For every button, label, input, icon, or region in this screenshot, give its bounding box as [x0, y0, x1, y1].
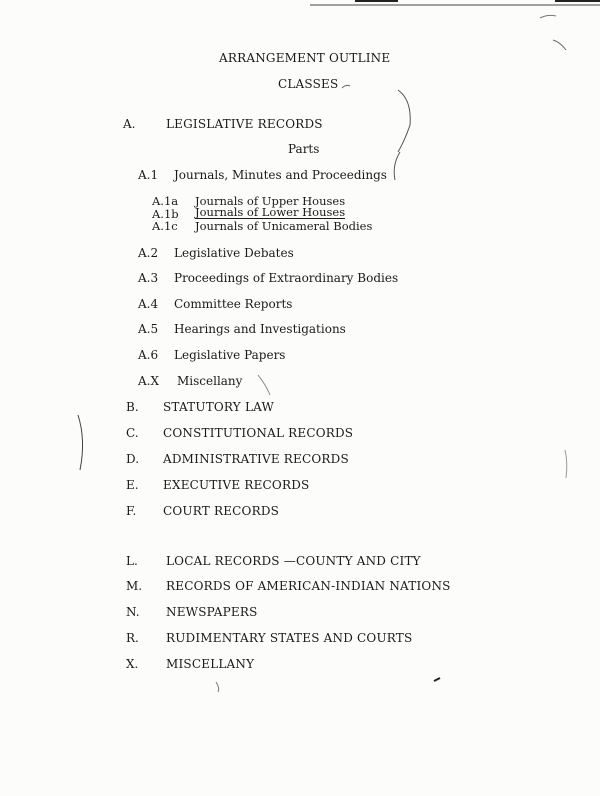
part-code: A.X — [138, 374, 160, 388]
part-code: A.6 — [138, 348, 159, 362]
class-code: L. — [126, 554, 138, 568]
part-label: Legislative Papers — [174, 348, 286, 362]
class-label: LEGISLATIVE RECORDS — [166, 117, 323, 131]
class-label: COURT RECORDS — [163, 504, 280, 518]
class-label: NEWSPAPERS — [166, 605, 258, 619]
class-label: RUDIMENTARY STATES AND COURTS — [166, 631, 413, 645]
subpart-label: Journals of Lower Houses — [195, 205, 346, 219]
part-code: A.3 — [138, 271, 159, 285]
smudge-mark — [342, 85, 350, 88]
class-label: RECORDS OF AMERICAN-INDIAN NATIONS — [166, 579, 451, 593]
class-code: E. — [126, 478, 139, 492]
page-title: ARRANGEMENT OUTLINE — [219, 51, 391, 65]
pencil-bracket-mark — [398, 90, 410, 152]
margin-bracket-mark — [78, 415, 83, 470]
class-label: CONSTITUTIONAL RECORDS — [163, 426, 354, 440]
corner-mark-top — [540, 15, 556, 18]
pencil-bracket-mark-lower — [394, 152, 400, 180]
class-code: X. — [126, 657, 139, 671]
part-label: Proceedings of Extraordinary Bodies — [174, 271, 399, 285]
part-label: Miscellany — [177, 374, 243, 388]
class-label: EXECUTIVE RECORDS — [163, 478, 310, 492]
parts-heading: Parts — [288, 142, 320, 156]
corner-mark — [553, 40, 566, 50]
class-code: B. — [126, 400, 139, 414]
subpart-code: A.1b — [152, 207, 179, 221]
subpart-label: Journals of Upper Houses — [195, 194, 346, 208]
part-label: Legislative Debates — [174, 246, 294, 260]
class-code: F. — [126, 504, 137, 518]
speck-mark — [216, 682, 219, 692]
class-code: M. — [126, 579, 143, 593]
part-code: A.1 — [138, 168, 159, 182]
class-code: C. — [126, 426, 139, 440]
ink-dot — [434, 678, 440, 681]
part-code: A.5 — [138, 322, 159, 336]
class-label: STATUTORY LAW — [163, 400, 275, 414]
subpart-code: A.1c — [152, 219, 178, 233]
part-code: A.2 — [138, 246, 159, 260]
subpart-label: Journals of Unicameral Bodies — [195, 219, 373, 233]
class-code: R. — [126, 631, 139, 645]
class-code: N. — [126, 605, 140, 619]
part-label: Hearings and Investigations — [174, 322, 346, 336]
page-subtitle: CLASSES — [278, 77, 339, 91]
part-label: Committee Reports — [174, 297, 293, 311]
class-label: LOCAL RECORDS —COUNTY AND CITY — [166, 554, 421, 568]
subpart-code: A.1a — [152, 194, 179, 208]
pencil-tick — [258, 375, 270, 395]
part-label: Journals, Minutes and Proceedings — [174, 168, 387, 182]
class-label: ADMINISTRATIVE RECORDS — [163, 452, 349, 466]
class-code: A. — [123, 117, 136, 131]
margin-faint-mark — [565, 450, 567, 478]
part-code: A.4 — [138, 297, 159, 311]
class-code: D. — [126, 452, 140, 466]
class-label: MISCELLANY — [166, 657, 255, 671]
